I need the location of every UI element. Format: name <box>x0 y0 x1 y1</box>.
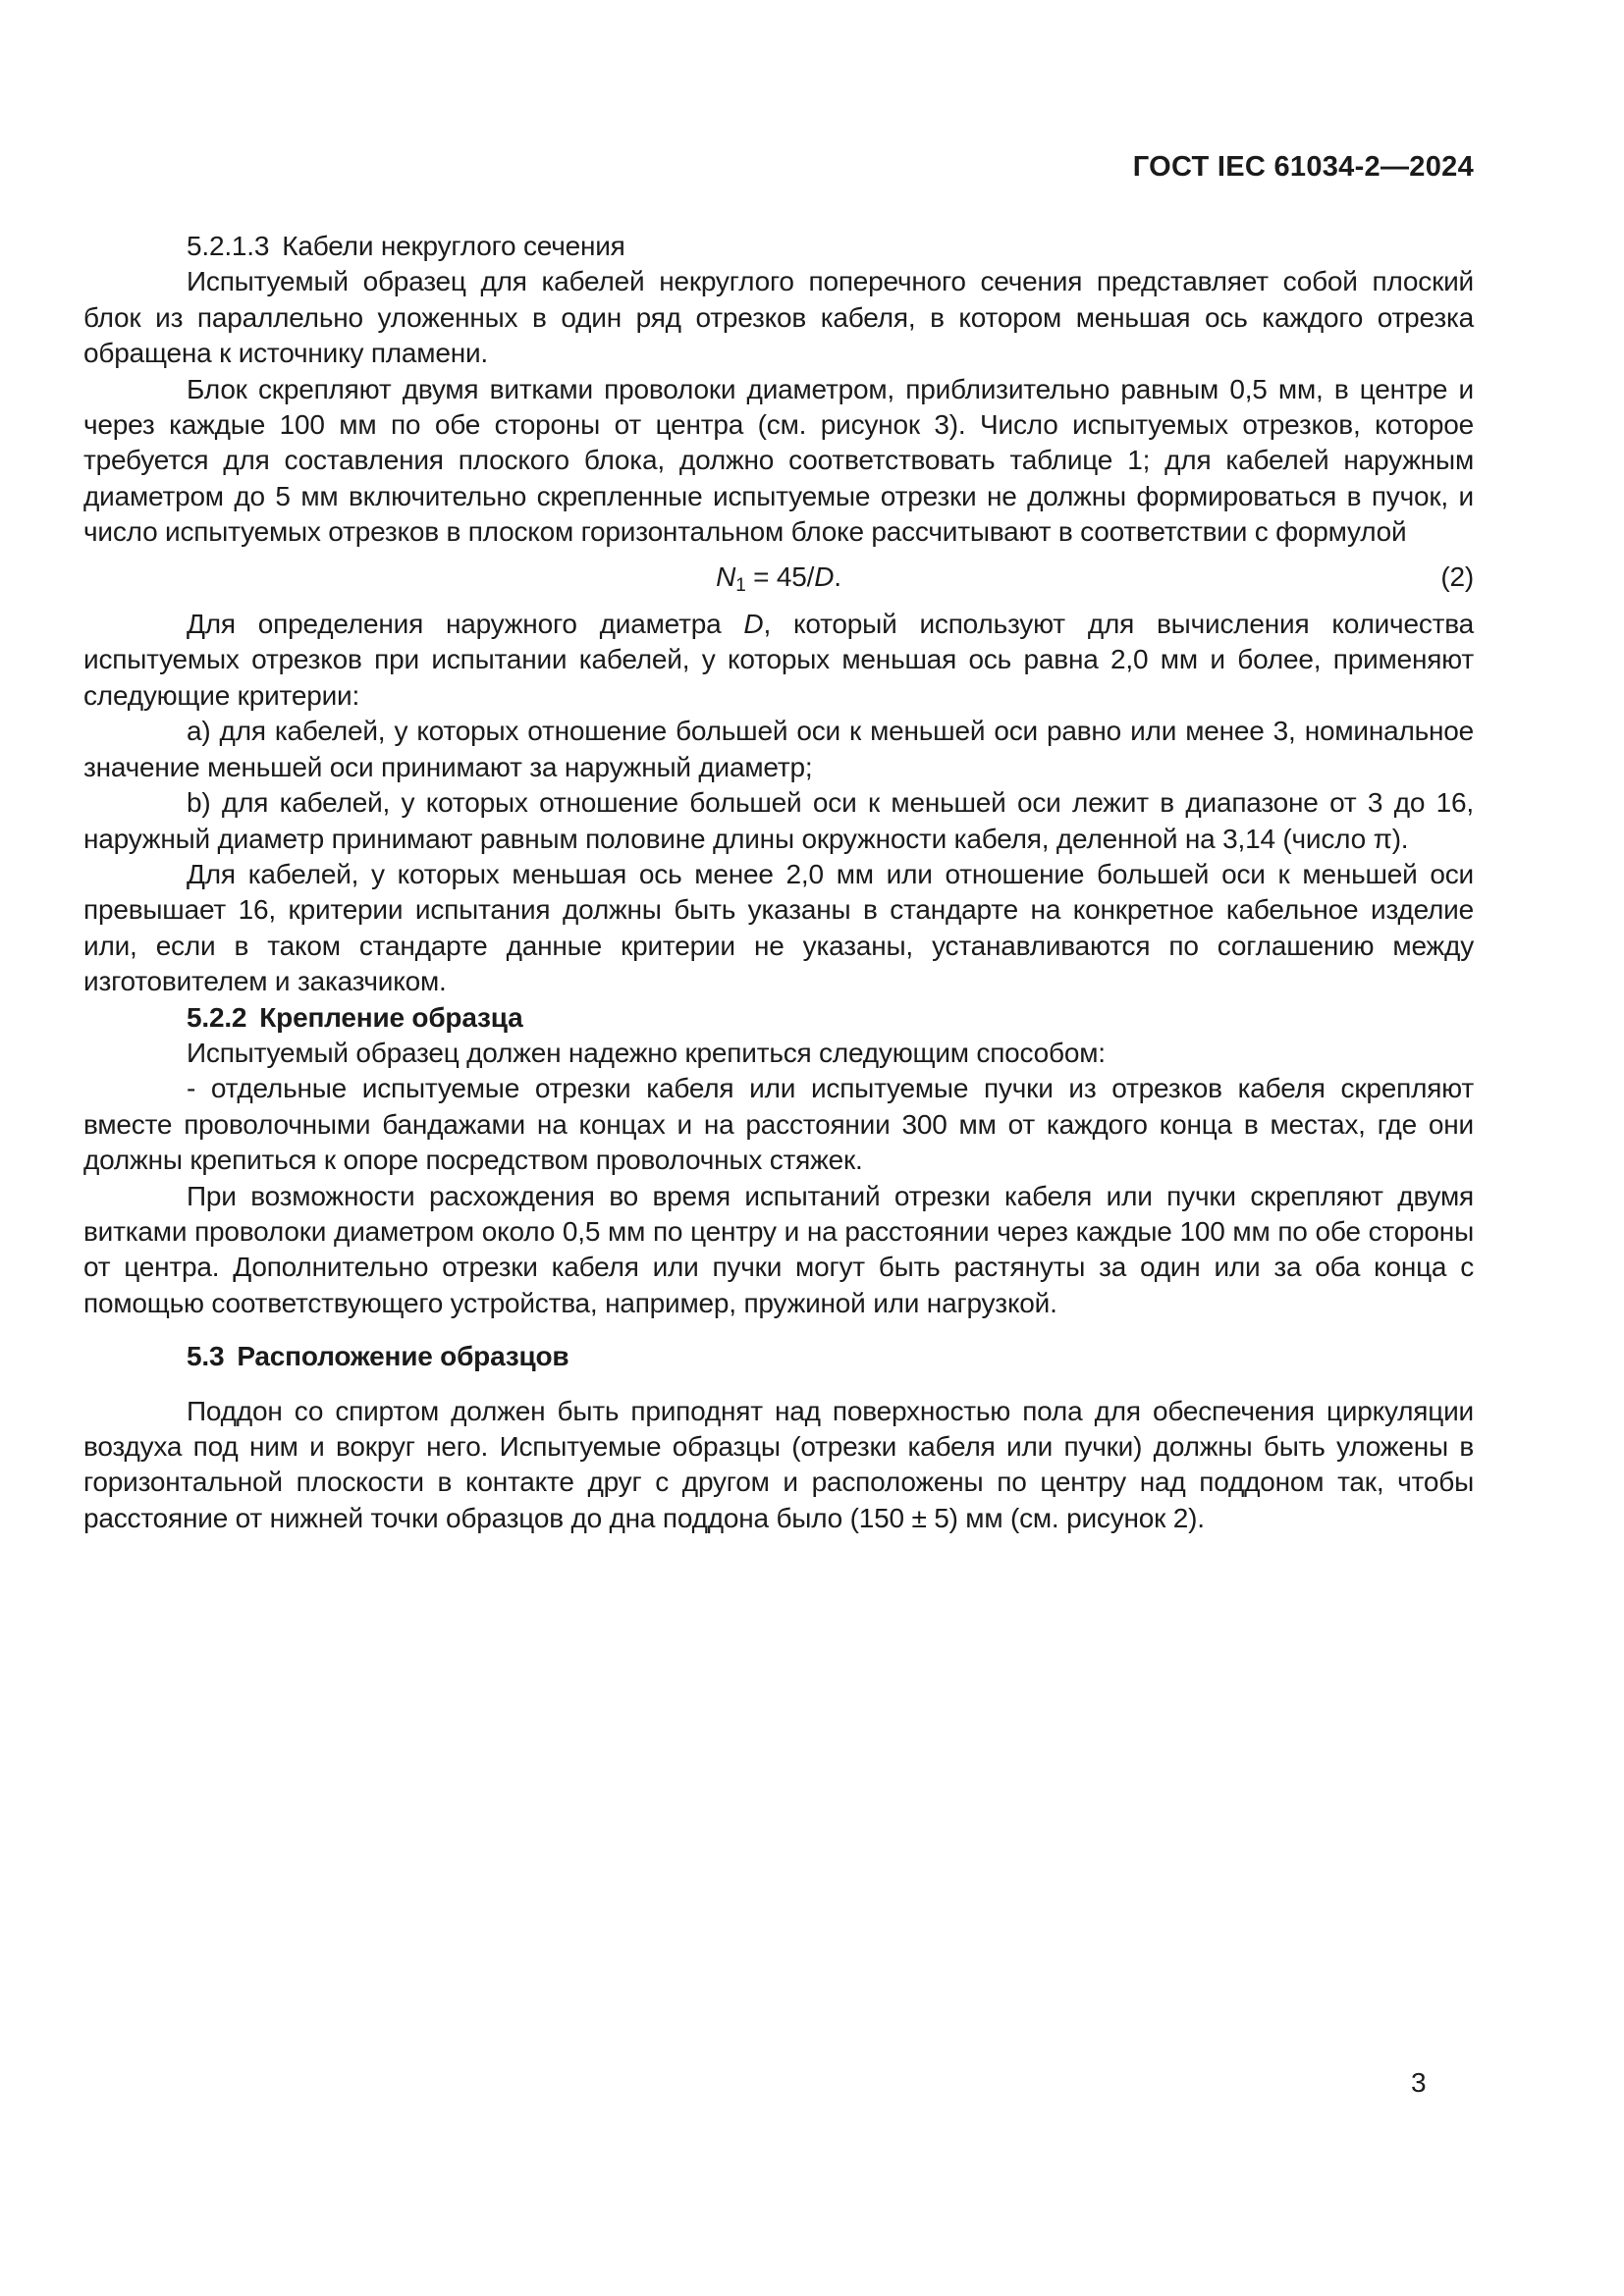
paragraph-specimen-flat-block: Испытуемый образец для кабелей некруглого поперечного сечения представляет собой плоский блок из параллельно уложенных в один ряд отрезков кабеля, в котором меньшая ось каждого отрезка обращена к источнику пламени. <box>83 266 1474 369</box>
formula-variable-n: N <box>716 561 736 592</box>
list-item-b: b) для кабелей, у которых отношение большей оси к меньшей оси лежит в диапазоне от 3 до 16, наружный диаметр принимают равным половине длины окружности кабеля, деленной на 3,14 (число π). <box>83 787 1474 854</box>
paragraph-specimen-arrangement: Поддон со спиртом должен быть приподнят над поверхностью пола для обеспечения циркуляции воздуха под ним и вокруг него. Испытуемые образцы (отрезки кабеля или пучки) должны быть уложены в горизонтальной плоскости в контакте друг с другом и расположены по центру над поддоном так, чтобы расстояние от нижней точки образцов до дна поддона было (150 ± 5) мм (см. рисунок 2). <box>83 1395 1474 1533</box>
paragraph-small-axis-exception: Для кабелей, у которых меньшая ось менее 2,0 мм или отношение большей оси к меньшей оси превышает 16, критерии испытания должны быть указаны в стандарте на конкретное кабельное изделие или, если в таком стандарте данные критерии не указаны, устанавливаются по соглашению между изготовителем и заказчиком. <box>83 858 1474 997</box>
paragraph-text: , который используют для вычисления количества испытуемых отрезков при испытании кабелей, у которых меньшая ось равна 2,0 мм и более, применяют следующие критерии: <box>83 609 1474 711</box>
section-title: Крепление образца <box>259 1001 523 1033</box>
paragraph-mounting-intro: Испытуемый образец должен надежно крепиться следующим способом: <box>187 1037 1106 1068</box>
formula-rhs: = 45/ <box>745 561 815 592</box>
paragraph-wire-bandages: - отдельные испытуемые отрезки кабеля или испытуемые пучки из отрезков кабеля скрепляют вместе проволочными бандажами на концах и на расстоянии 300 мм от каждого конца в местах, где они должны крепиться к опоре посредством проволочных стяжек. <box>83 1073 1474 1176</box>
section-number: 5.3 <box>187 1341 225 1372</box>
list-item-a: a) для кабелей, у которых отношение большей оси к меньшей оси равно или менее 3, номинальное значение меньшей оси принимают за наружный диаметр; <box>83 716 1474 782</box>
document-header: ГОСТ IEC 61034-2—2024 <box>1132 151 1474 183</box>
paragraph-block-binding: Блок скрепляют двумя витками проволоки диаметром, приблизительно равным 0,5 мм, в центре и через каждые 100 мм по обе стороны от центра (см. рисунок 3). Число испытуемых отрезков, которое требуется для составления плоского блока, должно соответствовать таблице 1; для кабелей наружным диаметром до 5 мм включительно скрепленные испытуемые отрезки не должны формироваться в пучок, и число испытуемых отрезков в плоском горизонтальном блоке рассчитывают в соответствии с формулой <box>83 373 1474 548</box>
section-heading-5-2-1-3 <box>83 229 1474 264</box>
page-number: 3 <box>1411 2067 1427 2098</box>
formula-period: . <box>834 561 841 592</box>
formula-2 <box>83 560 1474 599</box>
section-heading-5-2-2 <box>83 1000 1474 1036</box>
formula-subscript: 1 <box>735 574 746 596</box>
section-number: 5.2.2 <box>187 1001 247 1033</box>
document-content <box>83 229 1474 1536</box>
paragraph-diameter-criteria <box>83 607 1474 714</box>
section-title: Кабели некруглого сечения <box>282 231 625 261</box>
formula-expression <box>716 561 841 596</box>
variable-d: D <box>743 609 764 640</box>
formula-variable-d: D <box>814 561 835 592</box>
paragraph-divergence-prevention: При возможности расхождения во время испытаний отрезки кабеля или пучки скрепляют двумя витками проволоки диаметром около 0,5 мм по центру и на расстоянии через каждые 100 мм по обе стороны от центра. Дополнительно отрезки кабеля или пучки могут быть растянуты за один или за оба конца с помощью соответствующего устройства, например, пружиной или нагрузкой. <box>83 1180 1474 1318</box>
section-heading-5-3 <box>83 1339 1474 1374</box>
paragraph-text: Для определения наружного диаметра <box>187 609 744 640</box>
section-number: 5.2.1.3 <box>187 231 270 261</box>
section-title: Расположение образцов <box>237 1341 569 1372</box>
document-page <box>83 0 1474 1536</box>
formula-number: (2) <box>1440 561 1474 592</box>
